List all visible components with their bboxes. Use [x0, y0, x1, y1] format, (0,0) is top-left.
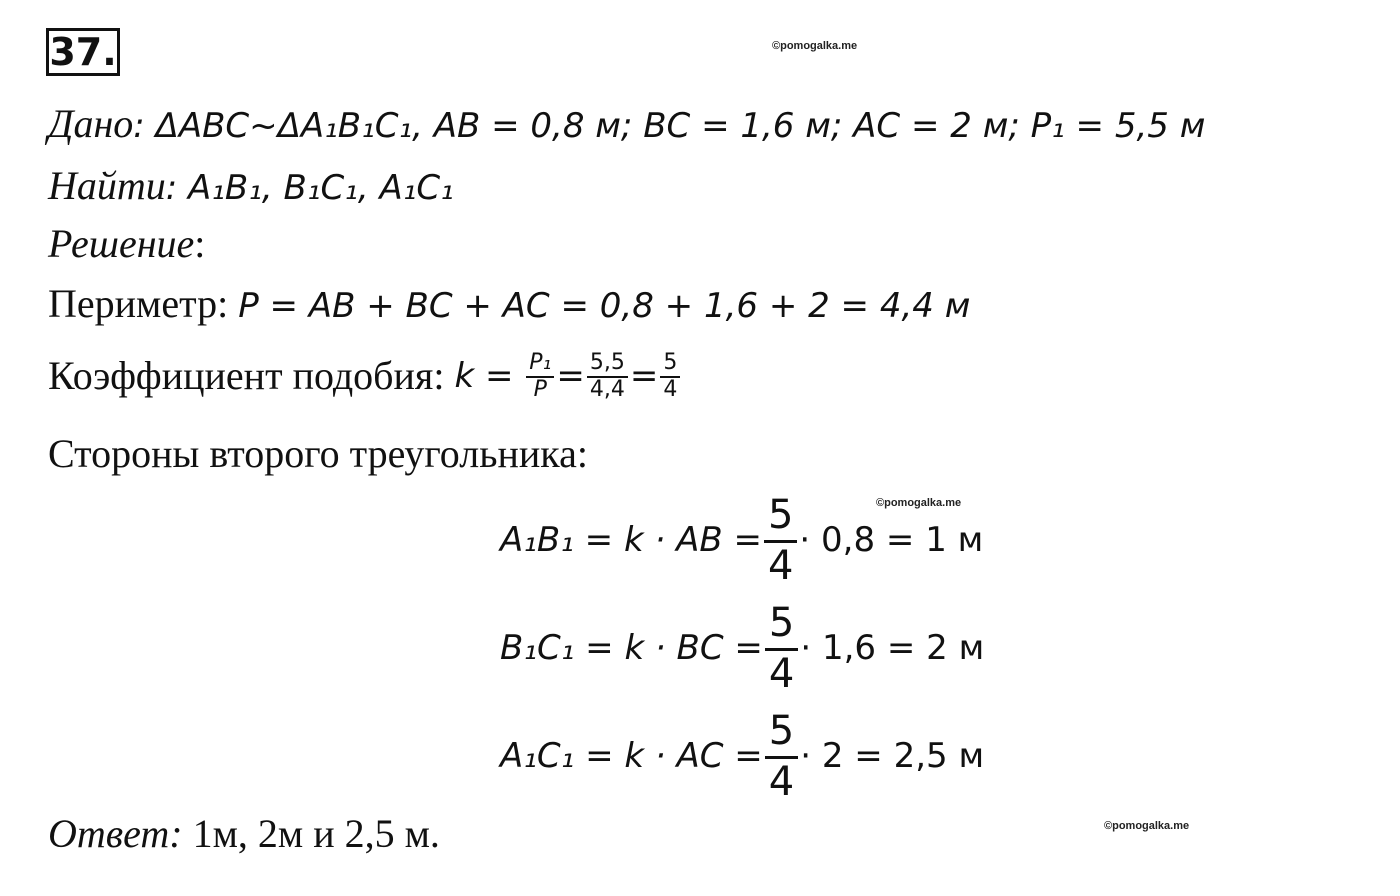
fraction-five-quarters [765, 708, 798, 805]
coefficient-label: Коэффициент подобия: [48, 353, 445, 398]
fraction-denominator: 4 [767, 542, 794, 589]
answer-text: 1м, 2м и 2,5 м. [192, 811, 440, 856]
answer-line [48, 810, 440, 858]
answer-label: Ответ: [48, 811, 183, 856]
solution-label: Решение [48, 221, 195, 266]
fraction-p1-over-p [526, 351, 554, 402]
equation-rhs: · 0,8 = 1 м [799, 520, 984, 560]
given-label: Дано [48, 101, 134, 146]
equation-rhs: · 2 = 2,5 м [800, 736, 985, 776]
equation-lhs: A₁B₁ = [500, 520, 614, 560]
watermark-middle: ©pomogalka.me [876, 497, 962, 509]
fraction-result [660, 351, 680, 402]
fraction-values [587, 351, 628, 402]
fraction-five-quarters [765, 600, 798, 697]
equation-mid: k · BC = [624, 628, 763, 668]
fraction-denominator: P [533, 376, 547, 402]
sides-heading: Стороны второго треугольника: [48, 431, 588, 476]
problem-number: 37. [46, 28, 120, 76]
solution-colon: : [194, 221, 206, 266]
perimeter-line [48, 280, 970, 330]
fraction-denominator: 4 [768, 758, 795, 805]
watermark-top: ©pomogalka.me [772, 40, 858, 52]
perimeter-label: Периметр: [48, 281, 229, 326]
find-label: Найти [48, 163, 166, 208]
given-text: : ΔABC~ΔA₁B₁C₁, AB = 0,8 м; BC = 1,6 м; AC = 2 м; P₁ = 5,5 м [133, 106, 1206, 146]
fraction-denominator: 4 [768, 650, 795, 697]
fraction-numerator: 5,5 [587, 351, 628, 378]
equation-a1b1 [500, 484, 983, 596]
equation-b1c1 [500, 592, 984, 704]
solution-line [48, 220, 205, 268]
coefficient-k: k [454, 356, 475, 396]
watermark-bottom: ©pomogalka.me [1104, 820, 1190, 832]
fraction-numerator: 5 [765, 600, 798, 651]
perimeter-formula: P = AB + BC + AC = 0,8 + 1,6 + 2 = 4,4 м [238, 286, 971, 326]
find-line [48, 162, 454, 212]
fraction-denominator: 4 [663, 376, 678, 402]
coefficient-line: Коэффициент подобия: k = $\frac{\text{P₁}}{P}$ = $\frac{5,5}{4,4}$ = $\frac{5}{4}$ [48, 336, 682, 416]
fraction-denominator: 4,4 [589, 376, 625, 402]
equation-lhs: B₁C₁ = [500, 628, 614, 668]
equation-mid: k · AC = [624, 736, 763, 776]
fraction-five-quarters [764, 492, 797, 589]
fraction-numerator: 5 [764, 492, 797, 543]
equation-mid: k · AB = [623, 520, 762, 560]
given-line [48, 100, 1205, 150]
find-text: : A₁B₁, B₁C₁, A₁C₁ [165, 168, 454, 208]
equation-rhs: · 1,6 = 2 м [800, 628, 985, 668]
equation-lhs: A₁C₁ = [500, 736, 614, 776]
fraction-numerator: 5 [660, 351, 680, 378]
fraction-numerator: 5 [765, 708, 798, 759]
fraction-numerator: P₁ [526, 351, 554, 378]
equation-a1c1 [500, 700, 984, 812]
